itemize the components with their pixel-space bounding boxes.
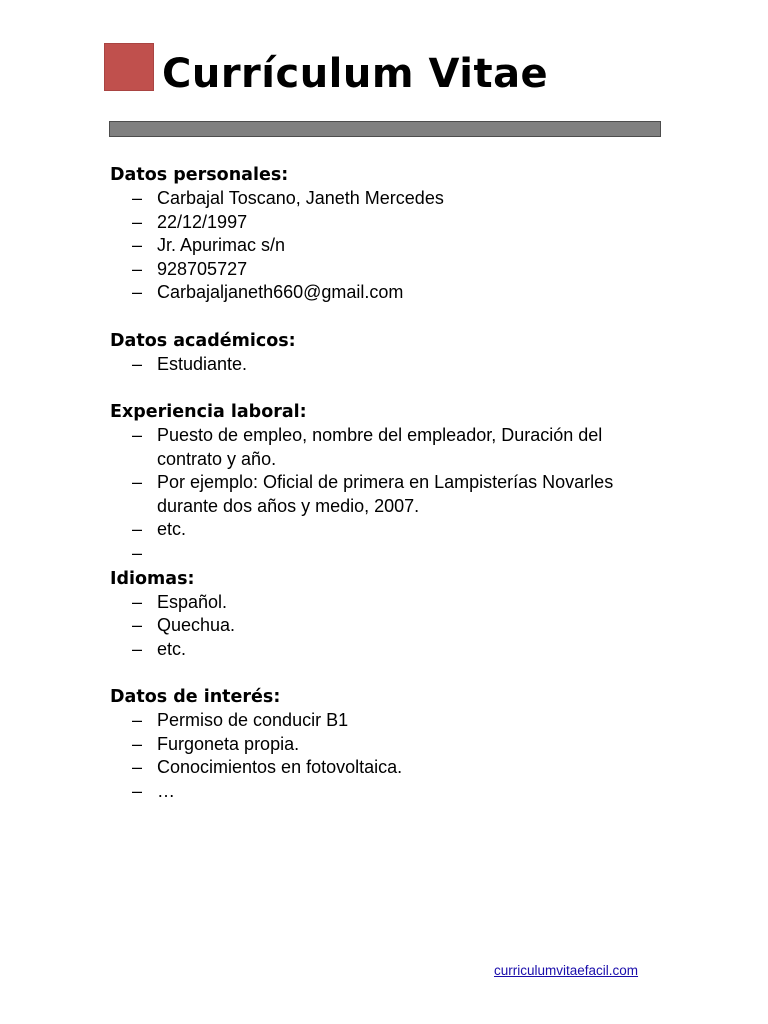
dash-bullet: – (132, 780, 143, 801)
item-text: … (157, 780, 175, 801)
dash-bullet: – (132, 258, 143, 279)
dash-bullet: – (132, 282, 143, 302)
dash-bullet: – (132, 710, 143, 730)
bullet-list (110, 424, 670, 563)
bullet-list (110, 591, 670, 662)
dash-bullet: – (132, 542, 143, 563)
header-rule (109, 121, 661, 137)
list-item (110, 638, 670, 662)
section-heading: Datos personales: (110, 165, 289, 185)
page-title: Currículum Vitae (162, 51, 549, 97)
item-text: Por ejemplo: Oficial de primera en Lampisterías Novarles durante dos años y medio, 2007. (157, 472, 614, 516)
list-item (110, 258, 670, 282)
section-datos-de-interes (110, 685, 670, 803)
item-text: Carbajal Toscano, Janeth Mercedes (157, 188, 444, 208)
dash-bullet: – (132, 211, 143, 232)
dash-bullet: – (132, 591, 143, 612)
section-heading: Datos académicos: (110, 330, 296, 351)
section-datos-personales (110, 163, 670, 305)
section-heading: Idiomas: (110, 568, 195, 589)
item-text: Furgoneta propia. (157, 733, 300, 754)
dash-bullet: – (132, 615, 143, 635)
list-item (110, 756, 670, 780)
item-text: Quechua. (157, 615, 236, 635)
item-text: Carbajaljaneth660@gmail.com (157, 282, 404, 302)
dash-bullet: – (132, 638, 143, 659)
item-text: 928705727 (157, 258, 248, 279)
list-item (110, 614, 670, 638)
dash-bullet: – (132, 519, 143, 539)
dash-bullet: – (132, 425, 143, 445)
list-item (110, 591, 670, 615)
footer-website-link[interactable]: curriculumvitaefacil.com (494, 963, 639, 978)
item-text: Jr. Apurimac s/n (157, 235, 286, 255)
list-item (110, 424, 670, 471)
section-heading: Datos de interés: (110, 687, 281, 707)
dash-bullet: – (132, 353, 143, 374)
list-item (110, 733, 670, 757)
item-text: Conocimientos en fotovoltaica. (157, 757, 403, 777)
bullet-list (110, 709, 670, 803)
item-text: Permiso de conducir B1 (157, 710, 349, 730)
decorative-red-square (104, 43, 154, 91)
item-text: etc. (157, 638, 187, 659)
section-idiomas (110, 567, 670, 662)
list-item (110, 187, 670, 211)
list-item (110, 780, 670, 804)
cv-content (110, 163, 670, 827)
list-item (110, 518, 670, 542)
bullet-list (110, 353, 670, 377)
list-item (110, 471, 670, 518)
item-text: 22/12/1997 (157, 211, 248, 232)
list-item (110, 353, 670, 377)
section-experiencia-laboral (110, 400, 670, 563)
dash-bullet: – (132, 235, 143, 255)
dash-bullet: – (132, 188, 143, 208)
section-heading: Experiencia laboral: (110, 402, 307, 422)
list-item (110, 234, 670, 258)
item-text: Español. (157, 591, 228, 612)
dash-bullet: – (132, 757, 143, 777)
item-text: etc. (157, 519, 187, 539)
list-item (110, 211, 670, 235)
list-item (110, 709, 670, 733)
dash-bullet: – (132, 733, 143, 754)
list-item (110, 281, 670, 305)
item-text: Puesto de empleo, nombre del empleador, Duración del contrato y año. (157, 425, 603, 469)
dash-bullet: – (132, 472, 143, 492)
item-text: Estudiante. (157, 353, 248, 374)
section-datos-academicos (110, 329, 670, 377)
bullet-list (110, 187, 670, 305)
